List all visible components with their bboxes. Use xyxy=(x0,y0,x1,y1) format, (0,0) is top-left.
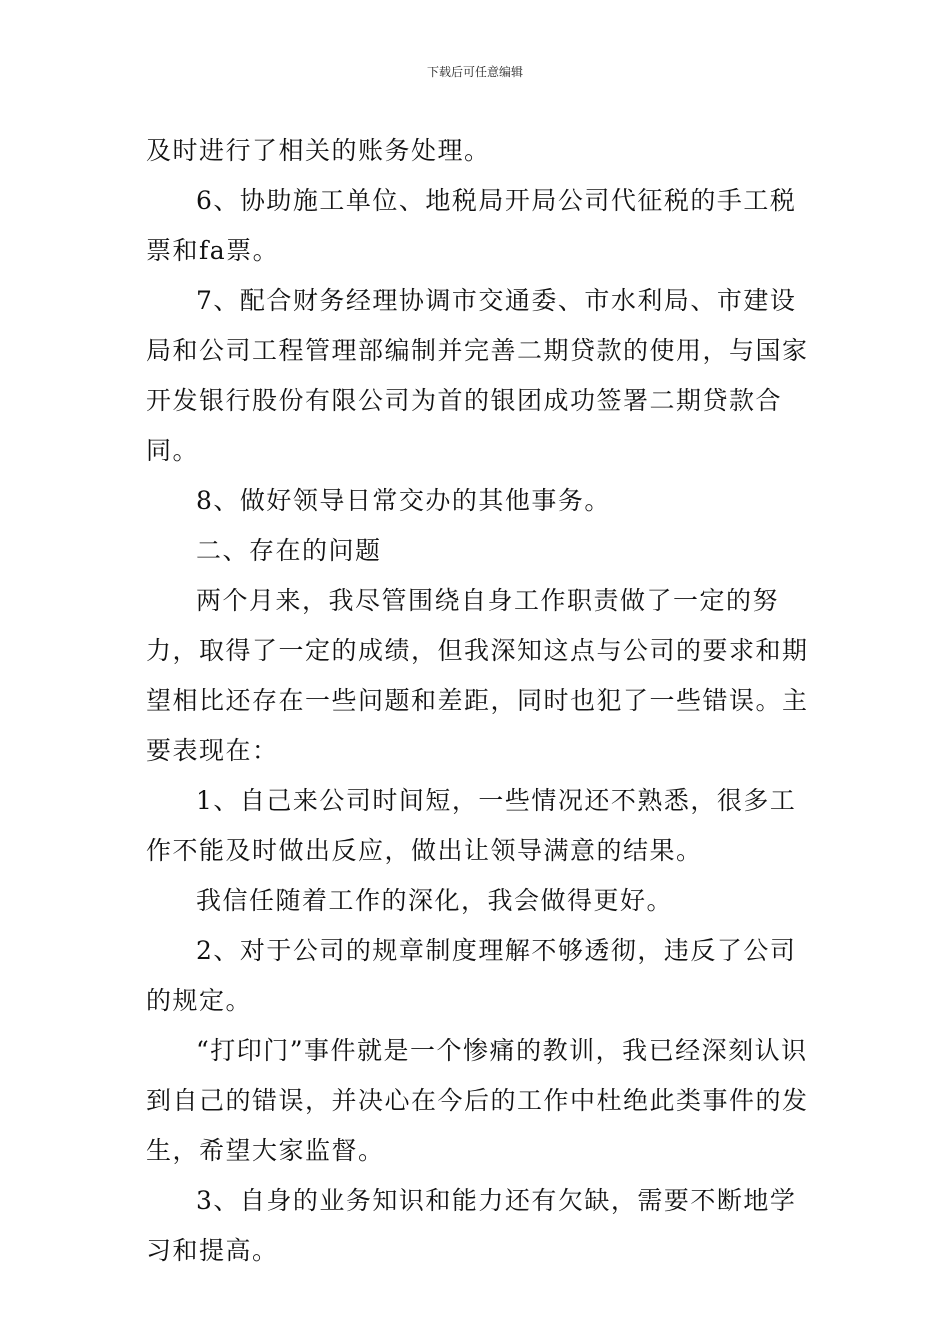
section-heading: 二、存在的问题 xyxy=(196,536,382,565)
paragraph: 1、自己来公司时间短，一些情况还不熟悉，很多工作不能及时做出反应，做出让领导满意的结果。 xyxy=(146,786,797,865)
paragraph: 2、对于公司的规章制度理解不够透彻，违反了公司的规定。 xyxy=(146,936,797,1015)
paragraph: 及时进行了相关的账务处理。 xyxy=(146,136,491,165)
paragraph: “打印门”事件就是一个惨痛的教训，我已经深刻认识到自己的错误，并决心在今后的工作中杜绝此类事件的发生，希望大家监督。 xyxy=(146,1036,809,1165)
paragraph: 7、配合财务经理协调市交通委、市水利局、市建设局和公司工程管理部编制并完善二期贷款的使用，与国家开发银行股份有限公司为首的银团成功签署二期贷款合同。 xyxy=(146,286,809,465)
document-body xyxy=(146,126,816,1276)
paragraph: 8、做好领导日常交办的其他事务。 xyxy=(196,486,611,515)
page-header-note: 下载后可任意编辑 xyxy=(426,65,523,79)
paragraph: 6、协助施工单位、地税局开局公司代征税的手工税票和fa票。 xyxy=(146,186,797,265)
paragraph: 两个月来，我尽管围绕自身工作职责做了一定的努力，取得了一定的成绩，但我深知这点与公司的要求和期望相比还存在一些问题和差距，同时也犯了一些错误。主要表现在： xyxy=(146,586,809,765)
paragraph: 我信任随着工作的深化，我会做得更好。 xyxy=(196,886,674,915)
paragraph: 3、自身的业务知识和能力还有欠缺，需要不断地学习和提高。 xyxy=(146,1186,797,1265)
